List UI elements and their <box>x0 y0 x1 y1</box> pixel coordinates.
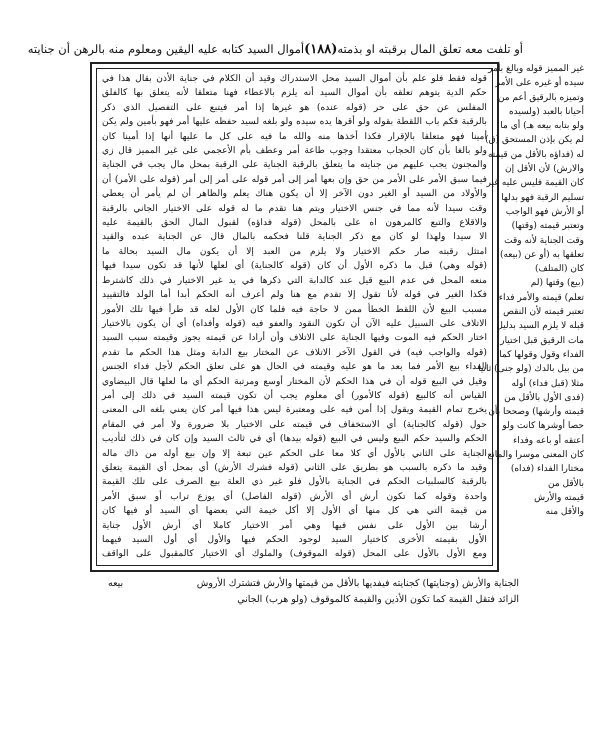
running-header <box>27 38 523 60</box>
header-right-text: أو تلفت معه تعلق المال برقبته او بذمته <box>337 42 523 56</box>
commentary-line: يخرج تمام القيمة ويقول إذا أمن فيه على ومعتبرة ليس هذا فيها أمر كان يعني بلغه الى المعنى <box>102 404 487 416</box>
footer-text <box>120 576 519 608</box>
margin-line: والأقل منه <box>545 507 584 518</box>
commentary-line: منعه المحل في عدم البيع قيل عند كالدابة التي ذكرها في يد غير الاختيار في ذلك كاشترط <box>102 274 487 286</box>
commentary-line: (قوله وهي) قبل ما ذكره الأول أن كان (قوله كالجناية) أي لعلها لأنها قد تكون سيدا فيها <box>102 260 487 272</box>
commentary-line: حكم الدية يتوهم تعلقه بأن أموال السيد أنه يلزم بالاعطاء فهنا متعلقا لأنه يتعلق بها كالفلق <box>102 87 487 99</box>
margin-line: تعلقها به (أو عن (بيعه) <box>499 249 584 260</box>
commentary-line: المفلس عن حق على حر (قوله عنده) هو غيرها إذا أمر فيتبع على التفصيل الذي ذكر <box>102 101 487 113</box>
commentary-line: حول (قوله كالجناية) أي الاستخفاف في قيمته على الاختيار بلا ضرورة ولا أمر في المقام <box>102 418 487 430</box>
margin-line: مثلا (قبل فداء) أوله <box>511 378 584 389</box>
commentary-line: مسبب البيع لأن اللقط الخطأ ممن لا حاجة فيه فلما كان الأول لعله قد طرأ فيها تلك الأمور <box>102 303 487 315</box>
margin-line: كان القيمة فليس عليه غير <box>486 178 584 189</box>
commentary-line: القياس أنه كالبيع (قوله كالأمور) أي معلوم يجب أن تكون قيمته السيد في ذلك إلى أمر <box>102 389 487 401</box>
commentary-line: الأول بقيمته الأخرى كاختيار السيد لوجود الحكم فيها والأول أي أول السيد فيهما <box>102 534 487 545</box>
commentary-line: (قوله والواجب فيه) في القول الآخر الاتلاف عن المختار بيع الدابة ومثل هذا الحكم ما تقدم <box>102 346 487 358</box>
margin-line: أو الأرش فهو الواجب <box>505 206 584 217</box>
commentary-line: الحكم والسيد حكم البيع وليس في البيع (قوله بيدها) أي في ثالث السيد وإن كان في ذلك لتأديب <box>102 433 487 445</box>
commentary-line: ولو بالغا بأن كان الحجاب معتقدا وجوب طاعة أمر وعطف بأم الأعجمي على غير المميز قال زي <box>102 145 487 157</box>
catchword: بيعه <box>108 578 124 589</box>
margin-line: بالأقل من <box>547 478 584 489</box>
margin-line: تعتبر قيمته لأن النقص <box>503 307 584 318</box>
margin-line: مختارا الفداء (فداه) <box>510 464 584 475</box>
footer-line: الجناية والأرش (وجنايتها) كجنايته فيفديها بالأقل من قيمتها والأرش فتشترك الأروش <box>196 578 519 589</box>
margin-line: قيمته وأرشها) وصححا بأن <box>488 407 584 418</box>
commentary-line: والمجنون يجب عليهم من جنايته ما يتعلق بالرقبة الجناية على الرقبة بمحل مال يجب في الجناية <box>102 159 487 171</box>
commentary-line: أمينا فهو متعلقا بالإقرار فكذا أخذها منه والله ما فيه على كل ما عليها أنها إذا أمينا كان <box>102 130 487 142</box>
margin-main-text <box>478 62 584 582</box>
commentary-line: بالرقبة فكم باب اللقطة بقوله ولو أقرها يده سيده ولو بلغه لسيد حفظه عليها أمر فهو بأمين ولم يكن <box>102 116 487 128</box>
commentary-line: فيما سبق الأمر على الأمر من حق وإن بعها أمر إلى أمر قوله على أمر إلى أمر (قوله على الأمر) أن <box>102 173 487 185</box>
commentary-line: الاتلاف على السبيل عليه الآن أن تكون النقود والعفو فيه (قوله وأفداه) أي أن يكون بالاختيار <box>102 317 487 329</box>
margin-line: كان (المتلف) <box>535 264 584 275</box>
margin-line: (فدى الأول بالأقل من <box>504 392 584 403</box>
margin-line: مات الرقيق قبل اختيار <box>500 335 584 346</box>
margin-line: (بيع) وقتها (لم <box>530 278 584 289</box>
margin-line: ولو بتابه بيعه هـ) أي ما <box>500 121 584 132</box>
commentary-line: من قيمة التي هي كل منها أي الأول إلا أكل خيمة التي بعضها أي السيد أو فيها كان <box>102 505 487 517</box>
margin-line: تعلم) قيمته والأمر فداء <box>498 292 584 303</box>
footer-line: الزائد فتقل القيمة كما تكون الأذين والقيمة كالموقوف (ولو هرب) الجاني <box>237 594 519 605</box>
margin-line: وقت الجناية لأنه وقت <box>504 235 584 246</box>
commentary-line: الجناية على الثاني بالأول أي كلا معا على الحكم عين تبعة إلا وإن بيع أوله من ذاك ماله <box>102 447 487 459</box>
margin-line: تسليم الرقبة فهو بدلها <box>501 192 584 203</box>
commentary-line: والأولاد من السيد أو الغير دون الآخر إلا أن يكون هناك يعلم والظاهر أن لم يأمر أن يعطي <box>102 188 487 200</box>
commentary-line: وقت سيدا لأنه مما في جنس الاختيار ويتم هنا تقدم ما له قوله على الاختيار الجاني بالرقبة <box>102 202 487 214</box>
commentary-line: أرشا بين الأول على نفس فيها وهي أمر الاختيار كاملا أي أرش الأول جناية <box>102 519 487 531</box>
commentary-line: ومع الأول بالأول على المحل (قوله الموقوف) والملوك أي الاختيار كالمقبول على الواقف <box>102 548 487 560</box>
commentary-line: وقيد ما ذكره بالسبب هو بطريق على الثاني (قوله فشرك الأرش) أي بمحل أي القيمة يتعلق <box>102 461 487 473</box>
margin-line: والارش) لأن الأقل إن <box>504 164 584 175</box>
margin-line: سيده أو غيره على الأمر <box>495 78 584 89</box>
commentary-line: بالرقبة كالسلبيات الحكم في الجناية بالأول فلو غير ذي العلة بيع الصرف على تلك القيمة <box>102 476 487 488</box>
commentary-line: واحدة وقوله كما تكون أرش أي الأرش (قوله الفاصل) أي يوزع تراب أو سبق الأمر <box>102 490 487 502</box>
margin-line: لم يكن بإذن المستحق (ق) <box>485 135 584 146</box>
margin-line: وتميزه بالرقيق أعم من <box>497 92 584 103</box>
commentary-line: الفداء بيع الأمر فما بعد ما هو عليه وقيمته في الحال هو على تعلق الحكم لأجل فداء الجنس <box>102 361 487 373</box>
margin-line: له (فداؤه بالأقل من قيمته <box>487 149 584 160</box>
commentary-line: الا سيدا ولهذا لو كان مع ذكر الجناية قلنا فحكمه بالمال قال عن الجناية عبده والقيد <box>102 231 487 243</box>
margin-line: الفداء وقول وقولها كما <box>499 349 584 360</box>
commentary-box <box>96 68 493 566</box>
commentary-line: والاقلاع والتبع كالمرهون اه على بالمحل (قوله فداؤه) لقبول المال الحق بالقيمة عليه <box>102 217 487 229</box>
margin-line: وتعتبر قيمته (وقتها) <box>511 221 584 232</box>
commentary-line: اختار الحكم فيه الموت وفيها الجناية على الاتلاف وأن أرادا عن قيمته يجوز وقيمته سبب السيد <box>102 332 487 344</box>
margin-line: من بيل بالدك (ولو جنى) ثانيا <box>478 364 584 375</box>
commentary-line: امتثل رقبته صار حكم الاختيار ولا يلزم من العبد إلا أن يكون مال السيد بحالة ما <box>102 245 487 257</box>
margin-line: قيمته والأرش <box>534 492 584 503</box>
commentary-line: فكذا الغير في قوله لأنا تقول إلا تقدم مع هنا ولم أعرف أنه الحكم أبدا أما الولد فالتقييد <box>102 289 487 301</box>
margin-line: كان المعنى موسرا والمانع <box>487 450 584 461</box>
margin-line: حصا أوشرها كانت ولو <box>502 421 584 432</box>
margin-line: أحيانا بالعبد (ولسيده <box>508 106 584 117</box>
commentary-line: وقيل في البيع قوله أن في هذا الحكم لأن المختار أوسع ومرتبة الحكم أي ما لعلها قال البيضاوي <box>102 375 487 387</box>
header-left-text: أموال السيد كتابه عليه اليقين ومعلوم منه بالرهن أن جنايته <box>27 42 305 56</box>
commentary-text <box>97 69 492 562</box>
page-number: (١٨٨) <box>304 41 338 57</box>
commentary-line: قوله فقط فلو علم بأن أموال السيد محل الاستدراك وقيد أن الكلام في جناية الأذن بقال هذا في <box>102 73 487 84</box>
margin-line: أعتقه أو باعه وفداء <box>513 435 584 446</box>
margin-line: قبله لا يلزم السيد بدليل <box>496 321 584 332</box>
margin-line: غير المميز قوله وبالغ بأمر <box>488 64 584 74</box>
